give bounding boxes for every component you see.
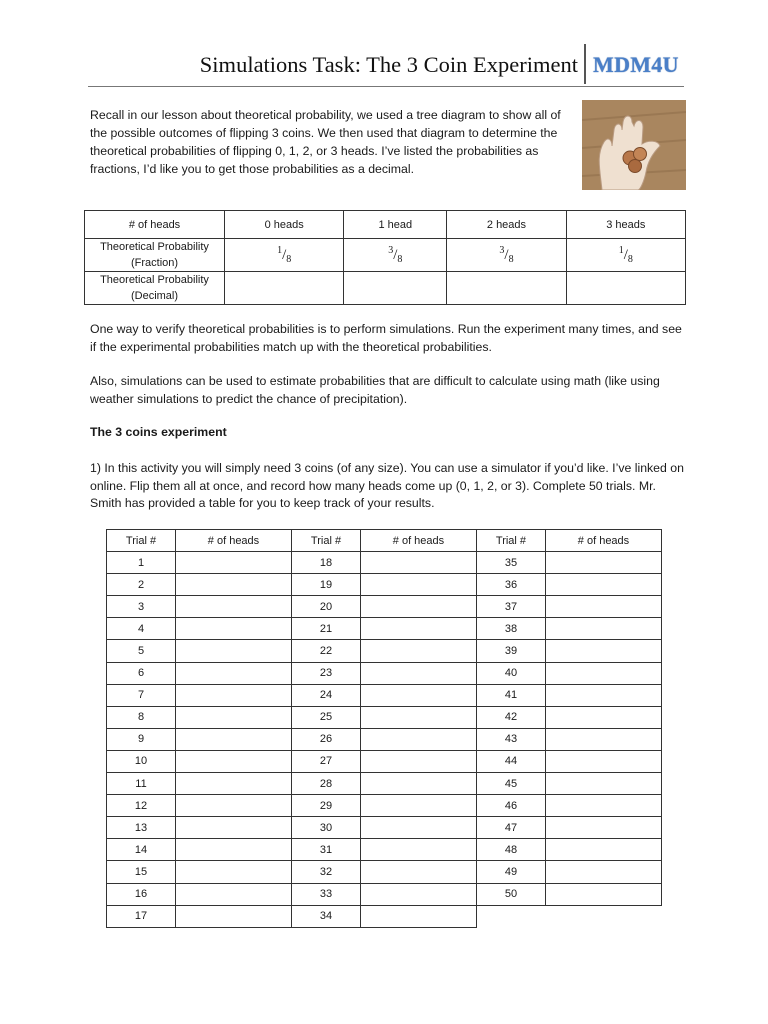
heads-answer-cell[interactable] [176,795,292,817]
fraction-value: $^1/_8$ [618,245,633,265]
trial-number-cell: 10 [107,750,176,772]
fraction-numerator: 3 [499,245,505,256]
trial-number-cell: 5 [107,640,176,662]
trial-number-cell: 44 [476,750,545,772]
table-header-cell: Trial # [476,530,545,552]
page-header [0,42,768,88]
decimal-answer-cell[interactable] [447,272,566,305]
heads-answer-cell[interactable] [176,684,292,706]
row-label-line: (Decimal) [130,290,179,302]
trial-number-cell: 8 [107,706,176,728]
heads-answer-cell[interactable] [360,883,476,905]
heads-answer-cell[interactable] [176,618,292,640]
trial-number-cell: 29 [291,795,360,817]
heads-answer-cell[interactable] [360,640,476,662]
paragraph-verify-simulations: One way to verify theoretical probabilities is to perform simulations. Run the experiment many times, and see if the experimental probabilities match up with the theoretical probabilities. [90,322,682,354]
heads-answer-cell[interactable] [360,795,476,817]
intro-paragraph: Recall in our lesson about theoretical probability, we used a tree diagram to show all of the possible outcomes of flipping 3 coins. We then used that diagram to determine the theoretical probabilities of flipping 0, 1, 2, or 3 heads. I’ve listed the probabilities as fractions, I’d like you to get those probabilities as a decimal. [90,108,561,176]
decimal-answer-cell[interactable] [566,272,685,305]
trial-number-cell: 49 [476,861,545,883]
heads-answer-cell[interactable] [545,552,661,574]
trial-number-cell: 43 [476,728,545,750]
heads-answer-cell[interactable] [176,883,292,905]
table-row [107,839,662,861]
heads-answer-cell[interactable] [176,640,292,662]
table-row [107,795,662,817]
heads-answer-cell[interactable] [176,596,292,618]
page-title: Simulations Task: The 3 Coin Experiment [199,52,578,77]
trial-number-cell: 37 [476,596,545,618]
table-header-cell: Trial # [107,530,176,552]
trial-number-cell: 16 [107,883,176,905]
fraction-denominator: 8 [508,254,514,265]
table-header-cell: Trial # [291,530,360,552]
trial-number-cell: 18 [291,552,360,574]
row-label-line: Theoretical Probability [100,241,209,253]
heads-answer-cell[interactable] [545,773,661,795]
header-rule [88,86,684,87]
row-label-line: Theoretical Probability [100,274,209,286]
trial-number-cell: 2 [107,574,176,596]
instruction-paragraph: 1) In this activity you will simply need 3 coins (of any size). You can use a simulator if you’d like. I’ve linked on online. Flip them all at once, and record how many heads come up (0, 1, 2, or 3). Complete 50 trials. Mr. Smith has provided a table for you to keep track of your results. [90,461,684,510]
trial-number-cell: 35 [476,552,545,574]
header-divider [584,44,586,84]
table-header-cell: # of heads [360,530,476,552]
heads-answer-cell[interactable] [176,750,292,772]
table-row [107,817,662,839]
fraction-value: $^3/_8$ [388,245,403,265]
heads-answer-cell[interactable] [176,728,292,750]
fraction-numerator: 3 [388,245,394,256]
trial-table-body [107,552,662,928]
fraction-denominator: 8 [627,254,633,265]
fraction-row-label [85,239,225,272]
trial-number-cell: 30 [291,817,360,839]
fraction-value: $^1/_8$ [277,245,292,265]
table-header-cell: 1 head [344,211,447,239]
heads-answer-cell[interactable] [545,750,661,772]
trial-number-cell: 32 [291,861,360,883]
table-header-cell: 0 heads [225,211,344,239]
heads-answer-cell[interactable] [360,905,476,927]
table-row [107,883,662,905]
fraction-numerator: 1 [277,245,283,256]
heads-answer-cell[interactable] [176,861,292,883]
trial-number-cell: 23 [291,662,360,684]
fraction-value: $^3/_8$ [499,245,514,265]
table-row [107,905,662,927]
trial-number-cell: 22 [291,640,360,662]
table-row [107,706,662,728]
trial-number-cell: 48 [476,839,545,861]
trial-number-cell: 11 [107,773,176,795]
empty-cell [476,905,545,927]
heads-answer-cell[interactable] [545,728,661,750]
heads-answer-cell[interactable] [545,883,661,905]
trial-number-cell: 3 [107,596,176,618]
heads-answer-cell[interactable] [545,795,661,817]
heads-answer-cell[interactable] [545,662,661,684]
table-row [107,684,662,706]
trial-number-cell: 14 [107,839,176,861]
trial-number-cell: 19 [291,574,360,596]
heads-answer-cell[interactable] [545,596,661,618]
trial-number-cell: 33 [291,883,360,905]
trial-number-cell: 39 [476,640,545,662]
table-row [107,574,662,596]
table-row [107,640,662,662]
trial-number-cell: 27 [291,750,360,772]
heads-answer-cell[interactable] [545,706,661,728]
heads-answer-cell[interactable] [545,861,661,883]
decimal-answer-cell[interactable] [225,272,344,305]
heads-answer-cell[interactable] [176,773,292,795]
heads-answer-cell[interactable] [360,728,476,750]
trial-number-cell: 17 [107,905,176,927]
table-row [107,750,662,772]
fraction-denominator: 8 [286,254,292,265]
trial-number-cell: 7 [107,684,176,706]
trial-number-cell: 42 [476,706,545,728]
decimal-row-label [85,272,225,305]
heads-answer-cell[interactable] [360,662,476,684]
heads-answer-cell[interactable] [176,905,292,927]
hand-with-coins-illustration [582,100,686,190]
trial-number-cell: 40 [476,662,545,684]
trial-number-cell: 6 [107,662,176,684]
table-header-cell: # of heads [176,530,292,552]
trial-number-cell: 50 [476,883,545,905]
heads-answer-cell[interactable] [360,706,476,728]
trial-number-cell: 15 [107,861,176,883]
table-row [107,861,662,883]
trial-number-cell: 45 [476,773,545,795]
table-header-cell: 3 heads [566,211,685,239]
table-row [107,662,662,684]
heads-answer-cell[interactable] [176,574,292,596]
heads-answer-cell[interactable] [176,662,292,684]
heads-answer-cell[interactable] [360,684,476,706]
trial-number-cell: 1 [107,552,176,574]
table-row [107,773,662,795]
trial-number-cell: 9 [107,728,176,750]
trial-number-cell: 20 [291,596,360,618]
heads-answer-cell[interactable] [360,839,476,861]
fraction-numerator: 1 [618,245,624,256]
table-header-cell: # of heads [545,530,661,552]
table-row [107,596,662,618]
heads-answer-cell[interactable] [545,839,661,861]
trial-number-cell: 31 [291,839,360,861]
trial-number-cell: 26 [291,728,360,750]
trial-results-table [106,529,662,928]
table-header-cell: 2 heads [447,211,566,239]
trial-number-cell: 46 [476,795,545,817]
table-row [107,618,662,640]
section-heading: The 3 coins experiment [90,425,227,439]
fraction-cell [447,239,566,272]
heads-answer-cell[interactable] [360,596,476,618]
heads-answer-cell[interactable] [360,618,476,640]
row-label-line: (Fraction) [130,257,179,269]
decimal-answer-cell[interactable] [344,272,447,305]
trial-number-cell: 41 [476,684,545,706]
trial-number-cell: 36 [476,574,545,596]
heads-answer-cell[interactable] [176,706,292,728]
heads-answer-cell[interactable] [545,574,661,596]
heads-answer-cell[interactable] [545,640,661,662]
table-row [107,552,662,574]
empty-cell [545,905,661,927]
trial-number-cell: 12 [107,795,176,817]
table-row [107,728,662,750]
trial-number-cell: 24 [291,684,360,706]
heads-answer-cell[interactable] [545,684,661,706]
trial-number-cell: 47 [476,817,545,839]
trial-number-cell: 25 [291,706,360,728]
fraction-cell [344,239,447,272]
theoretical-probability-table [84,210,686,305]
heads-answer-cell[interactable] [176,839,292,861]
fraction-denominator: 8 [397,254,403,265]
fraction-cell [566,239,685,272]
hand-with-coins-image [582,100,686,190]
trial-number-cell: 13 [107,817,176,839]
heads-answer-cell[interactable] [545,817,661,839]
trial-number-cell: 38 [476,618,545,640]
heads-answer-cell[interactable] [176,552,292,574]
heads-answer-cell[interactable] [360,817,476,839]
heads-answer-cell[interactable] [360,861,476,883]
paragraph-estimate-simulations: Also, simulations can be used to estimate probabilities that are difficult to calculate using math (like using weather simulations to predict the chance of precipitation). [90,374,660,406]
heads-answer-cell[interactable] [176,817,292,839]
heads-answer-cell[interactable] [360,750,476,772]
trial-number-cell: 34 [291,905,360,927]
heads-answer-cell[interactable] [360,574,476,596]
heads-answer-cell[interactable] [360,552,476,574]
course-logo: MDM4U [593,52,679,77]
heads-answer-cell[interactable] [545,618,661,640]
heads-answer-cell[interactable] [360,773,476,795]
trial-number-cell: 28 [291,773,360,795]
trial-number-cell: 4 [107,618,176,640]
fraction-cell [225,239,344,272]
table-header-cell: # of heads [85,211,225,239]
trial-number-cell: 21 [291,618,360,640]
